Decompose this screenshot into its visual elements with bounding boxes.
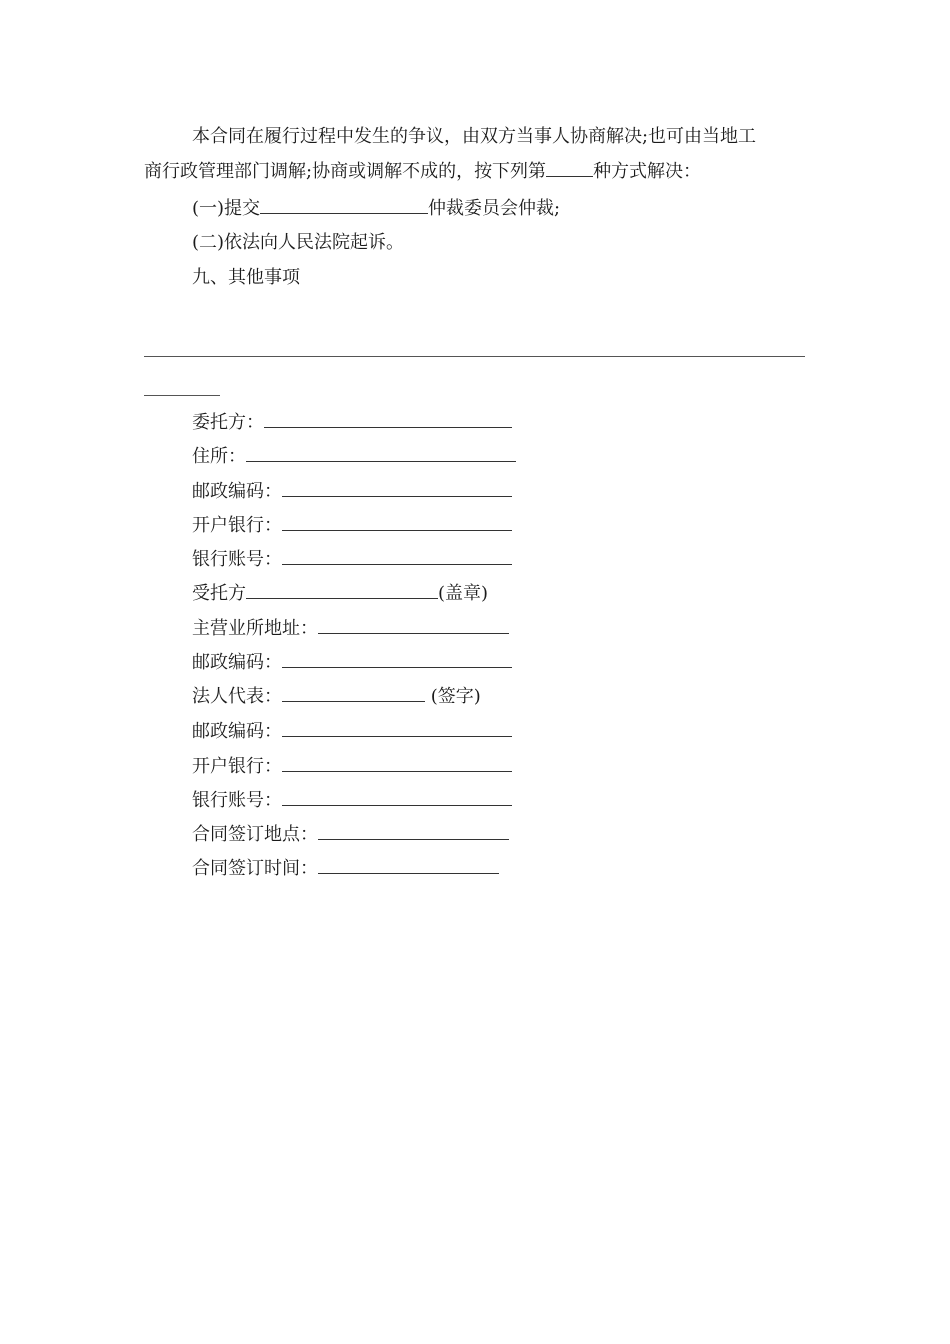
dispute-text-line2-pre: 商行政管理部门调解;协商或调解不成的，按下列第 <box>144 161 547 182</box>
signing-time-label: 合同签订时间： <box>192 858 318 879</box>
contractor-bank-row <box>192 755 512 779</box>
contractor-account-row <box>192 789 512 813</box>
client-name-label: 委托方： <box>192 412 264 433</box>
contractor-account-label: 银行账号： <box>192 790 282 811</box>
contractor-account-field[interactable] <box>282 789 512 806</box>
client-postcode-row <box>192 480 512 504</box>
signing-place-label: 合同签订地点： <box>192 824 318 845</box>
client-postcode-label: 邮政编码： <box>192 481 282 502</box>
client-address-label: 住所： <box>192 446 246 467</box>
option-litigation <box>192 231 404 255</box>
client-name-row <box>192 411 512 435</box>
method-number-blank[interactable] <box>546 160 593 177</box>
contractor-postcode-label: 邮政编码： <box>192 652 282 673</box>
section-9-title <box>192 266 300 290</box>
option-arbitration <box>192 197 560 221</box>
option-arbitration-post: 仲裁委员会仲裁; <box>428 198 561 219</box>
option-litigation-text: (二)依法向人民法院起诉。 <box>192 232 405 253</box>
client-name-field[interactable] <box>264 411 512 428</box>
client-bank-row <box>192 514 512 538</box>
contractor-postcode-field[interactable] <box>282 651 512 668</box>
contractor-address-field[interactable] <box>318 617 509 634</box>
contractor-address-label: 主营业所地址： <box>192 618 318 639</box>
client-postcode-field[interactable] <box>282 480 512 497</box>
contractor-legal-rep-label: 法人代表： <box>192 686 282 707</box>
dispute-text-line2-post: 种方式解决： <box>593 161 702 182</box>
contractor-name-row <box>192 582 488 606</box>
dispute-paragraph-line2 <box>144 160 701 184</box>
option-arbitration-pre: (一)提交 <box>192 198 261 219</box>
client-account-field[interactable] <box>282 548 512 565</box>
client-bank-label: 开户银行： <box>192 515 282 536</box>
contractor-address-row <box>192 617 509 641</box>
contractor-legal-rep-field[interactable] <box>282 685 425 702</box>
arbitration-commission-blank[interactable] <box>260 197 428 214</box>
contractor-seal-note: (盖章) <box>438 583 489 604</box>
section-9-title-text: 九、其他事项 <box>192 267 300 288</box>
signing-time-row <box>192 857 499 881</box>
client-account-row <box>192 548 512 572</box>
contractor-bank-label: 开户银行： <box>192 756 282 777</box>
other-matters-blank-line1[interactable] <box>144 356 805 357</box>
contractor-postcode2-field[interactable] <box>282 720 512 737</box>
signing-place-row <box>192 823 509 847</box>
client-account-label: 银行账号： <box>192 549 282 570</box>
contractor-sign-note: (签字) <box>430 686 481 707</box>
other-matters-blank-line2[interactable] <box>144 395 220 396</box>
dispute-paragraph-line1 <box>192 125 756 149</box>
contractor-legal-rep-row <box>192 685 481 709</box>
signing-time-field[interactable] <box>318 857 499 874</box>
contractor-name-field[interactable] <box>246 582 438 599</box>
signing-place-field[interactable] <box>318 823 509 840</box>
client-bank-field[interactable] <box>282 514 512 531</box>
contractor-bank-field[interactable] <box>282 755 512 772</box>
contractor-postcode2-label: 邮政编码： <box>192 721 282 742</box>
client-address-row <box>192 445 516 469</box>
contractor-postcode-row <box>192 651 512 675</box>
dispute-text-line1: 本合同在履行过程中发生的争议，由双方当事人协商解决;也可由当地工 <box>192 126 757 147</box>
client-address-field[interactable] <box>246 445 516 462</box>
contractor-postcode2-row <box>192 720 512 744</box>
contractor-name-label: 受托方 <box>192 583 246 604</box>
